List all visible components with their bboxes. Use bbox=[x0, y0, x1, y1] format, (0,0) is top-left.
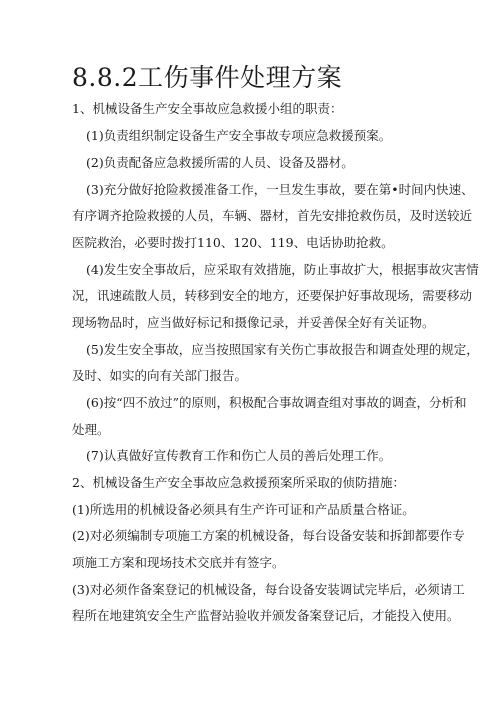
list-item-2-3: (3)对必须作备案登记的机械设备，每台设备安装调试完毕后，必须请工 bbox=[72, 582, 465, 597]
section-title: 8.8.2工伤事件处理方案 bbox=[72, 63, 343, 92]
list-item-2-3-cont: 程所在地建筑安全生产监督站验收并颁发备案登记后，才能投入使用。 bbox=[72, 608, 460, 623]
list-item-1-1: (1)负责组织制定设备生产安全事故专项应急救援预案。 bbox=[86, 128, 392, 143]
list-item-1-3: (3)充分做好抢险救援准备工作，一旦发生事故，要在第•时间内快速、 bbox=[86, 182, 474, 197]
list-item-1-7: (7)认真做好宣传教育工作和伤亡人员的善后处理工作。 bbox=[86, 448, 392, 463]
list-item-1-6-cont: 处理。 bbox=[72, 422, 110, 437]
list-item-1-4: (4)发生安全事故后，应采取有效措施，防止事故扩大，根据事故灾害情 bbox=[86, 262, 479, 277]
list-item-1-6: (6)按“四不放过”的原则，积极配合事故调查组对事故的调查，分析和 bbox=[86, 395, 467, 410]
paragraph-heading-1: 1、机械设备生产安全事故应急救援小组的职责： bbox=[72, 101, 343, 116]
list-item-2-2: (2)对必须编制专项施工方案的机械设备，每台设备安装和拆卸都要作专 bbox=[72, 528, 465, 543]
list-item-1-5: (5)发生安全事故，应当按照国家有关伤亡事故报告和调查处理的规定， bbox=[86, 342, 479, 357]
list-item-2-1: (1)所选用的机械设备必须具有生产许可证和产品质量合格证。 bbox=[72, 502, 415, 517]
list-item-1-3-cont: 有序调齐抢险救援的人员，车辆、器材，首先安排抢救伤员，及时送较近 bbox=[72, 208, 473, 223]
list-item-1-2: (2)负责配备应急救援所需的人员、设备及器材。 bbox=[86, 155, 354, 170]
list-item-1-5-cont: 及时、如实的向有关部门报告。 bbox=[72, 368, 248, 383]
list-item-2-2-cont: 项施工方案和现场技术交底并有签字。 bbox=[72, 555, 285, 570]
list-item-1-4-cont: 现场物品时，应当做好标记和摄像记录，并妥善保全好有关证物。 bbox=[72, 315, 435, 330]
list-item-1-4-cont: 况，讯速疏散人员，转移到安全的地方，还要保护好事故现场，需要移动 bbox=[72, 288, 473, 303]
list-item-1-3-cont: 医院救治，必要时拨打110、120、119、电话协助抢救。 bbox=[72, 235, 394, 250]
paragraph-heading-2: 2、机械设备生产安全事故应急救援预案所采取的侦防措施： bbox=[72, 475, 405, 490]
